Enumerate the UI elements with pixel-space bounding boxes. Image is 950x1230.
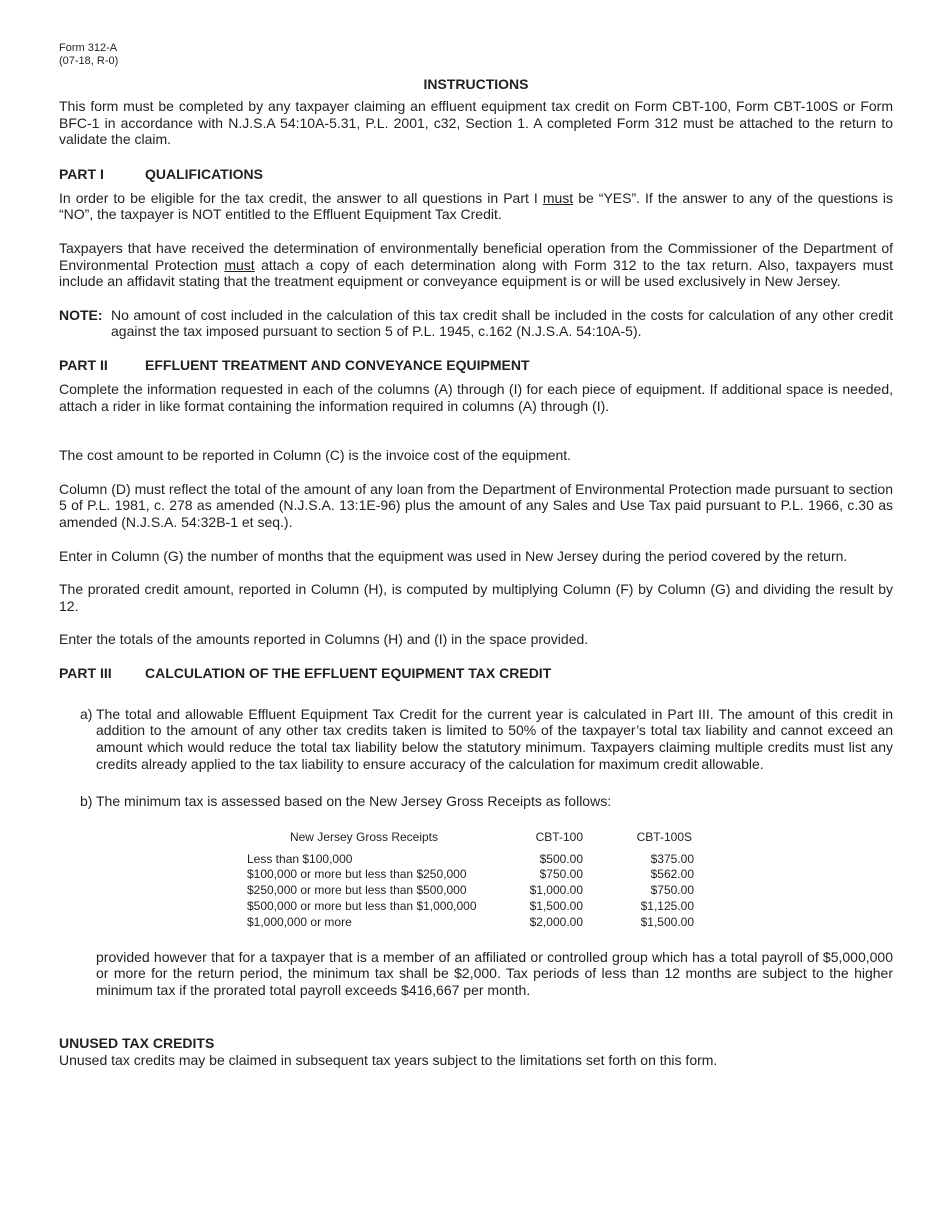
part1-paragraph-1: In order to be eligible for the tax credit, the answer to all questions in Part I must be “YES”. If the answer to any of the questions is “NO”, the taxpayer is NOT entitled to the Effluent Equipment Tax Credit. [59, 189, 893, 223]
part1-paragraph-2: Taxpayers that have received the determination of environmentally beneficial operation from the Commissioner of the Department of Environmental Protection must attach a copy of each determination along with Form 312 to the tax return. Also, taxpayers must include an affidavit stating that the treatment equipment or conveyance equipment is or will be used exclusively in New Jersey. [59, 239, 893, 290]
form-revision: (07-18, R-0) [59, 55, 119, 67]
part3-number: PART III [59, 664, 112, 681]
item-text: The total and allowable Effluent Equipment Tax Credit for the current year is calculated in Part III. The amount of this credit in addition to the amount of any other tax credits taken is limited to 50% of the taxpayer’s total tax liability and cannot exceed an amount which would reduce the total tax liability below the statutory minimum. Taxpayers claiming multiple credits must list any credits already applied to the tax liability to ensure accuracy of the calculation for maximum credit allowable. [96, 705, 893, 772]
table-cell: $1,500.00 [529, 899, 583, 914]
part1-note [59, 307, 893, 340]
table-header: CBT-100 [535, 829, 583, 844]
part3-heading [59, 665, 893, 682]
form-number: Form 312-A [59, 42, 118, 54]
minimum-tax-table [247, 830, 893, 931]
table-cell: $1,500.00 [640, 914, 694, 929]
table-cell: $100,000 or more but less than $250,000 [247, 867, 467, 882]
part2-number: PART II [59, 356, 108, 373]
part2-paragraph: Enter in Column (G) the number of months that the equipment was used in New Jersey during the period covered by the return. [59, 547, 848, 564]
instructions-page [59, 42, 893, 1069]
table-cell: $1,000.00 [529, 883, 583, 898]
table-cell: $250,000 or more but less than $500,000 [247, 883, 467, 898]
item-marker: b) [80, 793, 93, 810]
note-text: No amount of cost included in the calculation of this tax credit shall be included in the costs for calculation of any other credit against the tax imposed pursuant to section 5 of P.L. 1945, c.162 (N.J.S.A. 54:10A-5). [111, 306, 893, 340]
table-row [247, 883, 893, 899]
part1-heading [59, 166, 893, 183]
unused-credits-text: Unused tax credits may be claimed in subsequent tax years subject to the limitations set forth on this form. [59, 1052, 718, 1068]
item-text: The minimum tax is assessed based on the New Jersey Gross Receipts as follows: [96, 793, 612, 810]
unused-credits-heading: UNUSED TAX CREDITS [59, 1035, 215, 1052]
intro-paragraph: This form must be completed by any taxpayer claiming an effluent equipment tax credit on Form CBT-100, Form CBT-100S or Form BFC-1 in accordance with N.J.S.A 54:10A-5.31, P.L. 2001, c32, Section 1. A completed Form 312 must be attached to the return to validate the claim. [59, 98, 893, 148]
part2-paragraph: Enter the totals of the amounts reported in Columns (H) and (I) in the space provided. [59, 631, 589, 648]
page-title: INSTRUCTIONS [423, 76, 529, 92]
part3-title: CALCULATION OF THE EFFLUENT EQUIPMENT TAX CREDIT [145, 664, 552, 681]
part2-title: EFFLUENT TREATMENT AND CONVEYANCE EQUIPMENT [145, 356, 530, 373]
table-cell: Less than $100,000 [247, 851, 353, 866]
table-cell: $500,000 or more but less than $1,000,000 [247, 899, 477, 914]
table-cell: $2,000.00 [529, 914, 583, 929]
emphasis-must: must [542, 189, 574, 206]
payroll-provision: provided however that for a taxpayer that is a member of an affiliated or controlled group which has a total payroll of $5,000,000 or more for the return period, the minimum tax shall be $2,000. Tax periods of less than 12 months are subject to the higher minimum tax if the prorated total payroll exceeds $416,667 per month. [96, 948, 893, 998]
part2-paragraph: Column (D) must reflect the total of the amount of any loan from the Department of Environmental Protection made pursuant to section 5 of P.L. 1981, c. 278 as amended (N.J.S.A. 13:1E-96) plus the amount of any Sales and Use Tax paid pursuant to P.L. 1966, c.30 as amended (N.J.S.A. 54:32B-1 et seq.). [59, 480, 893, 530]
part2-paragraph: The prorated credit amount, reported in Column (H), is computed by multiplying Column (F) by Column (G) and dividing the result by 12. [59, 581, 893, 614]
table-row [247, 899, 893, 915]
table-cell: $1,000,000 or more [247, 914, 352, 929]
table-row [247, 852, 893, 868]
table-cell: $1,125.00 [640, 899, 694, 914]
part3-item-a [80, 706, 893, 772]
emphasis-must: must [224, 256, 255, 273]
note-label: NOTE: [59, 306, 103, 323]
table-cell: $562.00 [650, 867, 694, 882]
table-cell: $750.00 [650, 883, 694, 898]
part2-paragraph: The cost amount to be reported in Column (C) is the invoice cost of the equipment. [59, 447, 572, 464]
table-header: CBT-100S [636, 829, 692, 844]
part2-heading [59, 357, 893, 374]
table-header-row [247, 830, 893, 846]
part1-title: QUALIFICATIONS [145, 165, 263, 182]
table-cell: $750.00 [539, 867, 583, 882]
table-body [247, 852, 893, 931]
table-row [247, 915, 893, 931]
table-header: New Jersey Gross Receipts [289, 829, 439, 844]
table-cell: $375.00 [650, 851, 694, 866]
part1-number: PART I [59, 165, 104, 182]
part2-paragraph: Complete the information requested in each of the columns (A) through (I) for each piece of equipment. If additional space is needed, attach a rider in like format containing the information required in columns (A) through (I). [59, 380, 893, 414]
part3-item-b [80, 793, 893, 810]
table-cell: $500.00 [539, 851, 583, 866]
item-marker: a) [80, 705, 93, 722]
table-row [247, 867, 893, 883]
